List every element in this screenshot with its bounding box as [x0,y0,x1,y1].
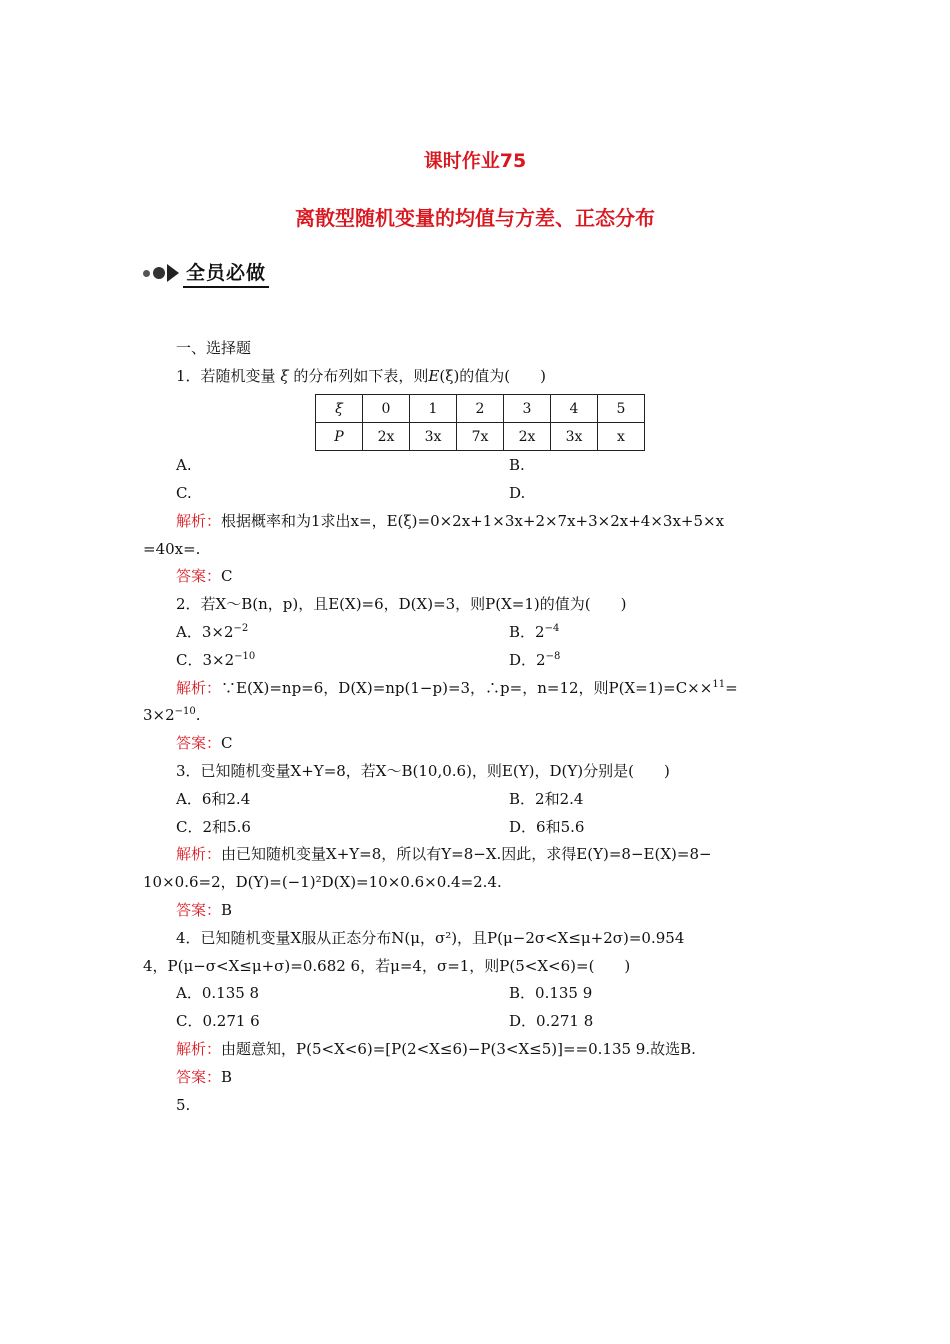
q3-answer: 答案：B [176,901,233,919]
q3-option-c: C．2和5.6 [176,818,251,836]
distribution-table [315,394,645,451]
q3-stem: 3．已知随机变量X+Y=8，若X～B(10,0.6)，则E(Y)，D(Y)分别是( ) [176,762,670,780]
banner-label: 全员必做 [183,258,269,288]
table-row [316,423,645,451]
table-cell: 2x [363,423,410,451]
q5-stem: 5. [176,1096,191,1114]
q2-option-c: C．$3\times 2^{-10}$ [176,651,256,669]
q4-option-a: A．0.135 8 [176,984,260,1002]
q4-option-b: B．0.135 9 [509,984,593,1002]
table-cell: 5 [598,395,645,423]
table-cell: 2 [457,395,504,423]
q1-answer: 答案：C [176,567,233,585]
page-subtitle: 离散型随机变量的均值与方差、正态分布 [295,206,655,230]
q4-stem: 4．已知随机变量X服从正态分布N(μ，σ²)，且P(μ−2σ<X≤μ+2σ)=0.954 [176,929,685,947]
table-cell: 0 [363,395,410,423]
table-cell: 3 [504,395,551,423]
section-label: 一、选择题 [176,339,252,357]
q1-option-a: A. [176,456,192,474]
table-cell: P [316,423,363,451]
small-dot-icon [143,270,150,277]
table-row [316,395,645,423]
q2-option-a: A．$3\times 2^{-2}$ [176,623,249,641]
q3-option-d: D．6和5.6 [509,818,585,836]
q1-option-b: B. [509,456,525,474]
q4-solution: 解析：由题意知，P(5<X<6)=[P(2<X≤6)−P(3<X≤5)]==0.135 9.故选B. [176,1040,696,1058]
q3-solution: 解析：由已知随机变量X+Y=8，所以有Y=8−X.因此，求得E(Y)=8−E(X)=8− [176,845,712,863]
q4-answer: 答案：B [176,1068,233,1086]
q2-stem: 2．若X～B(n，p)，且E(X)=6，D(X)=3，则P(X=1)的值为( ) [176,595,627,613]
q3-solution-cont: 10×0.6=2，D(Y)=(−1)²D(X)=10×0.6×0.4=2.4. [143,873,502,891]
table-cell: 7x [457,423,504,451]
page-title: 课时作业75 [423,150,527,172]
table-cell: 1 [410,395,457,423]
arrow-right-icon [167,264,179,282]
table-cell: ξ [316,395,363,423]
q1-solution-cont: =40x=. [143,540,201,558]
q2-solution: 解析：∵E(X)=np=6，D(X)=np(1−p)=3，∴p=，n=12，则P(X=1)=C××$^{11}$= [176,679,738,697]
q3-option-b: B．2和2.4 [509,790,584,808]
large-dot-icon [153,267,165,279]
q2-option-b: B．$2^{-4}$ [509,623,560,641]
q2-option-d: D．$2^{-8}$ [509,651,561,669]
table-cell: 3x [551,423,598,451]
q1-solution: 解析：根据概率和为1求出x=，E(ξ)=0×2x+1×3x+2×7x+3×2x+4×3x+5×x [176,512,725,530]
table-cell: 3x [410,423,457,451]
table-cell: 4 [551,395,598,423]
q1-stem: 1．若随机变量 ξ 的分布列如下表，则E(ξ)的值为( ) [176,367,547,385]
q1-option-c: C. [176,484,192,502]
table-cell: 2x [504,423,551,451]
q2-answer: 答案：C [176,734,233,752]
q1-option-d: D. [509,484,526,502]
q4-option-c: C．0.271 6 [176,1012,260,1030]
q2-solution-cont: $3\times 2^{-10}$. [143,706,201,724]
table-cell: x [598,423,645,451]
q3-option-a: A．6和2.4 [176,790,251,808]
q4-stem-cont: 4，P(μ−σ<X≤μ+σ)=0.682 6，若μ=4，σ=1，则P(5<X<6)=( ) [143,957,631,975]
q4-option-d: D．0.271 8 [509,1012,594,1030]
section-banner [143,260,269,286]
